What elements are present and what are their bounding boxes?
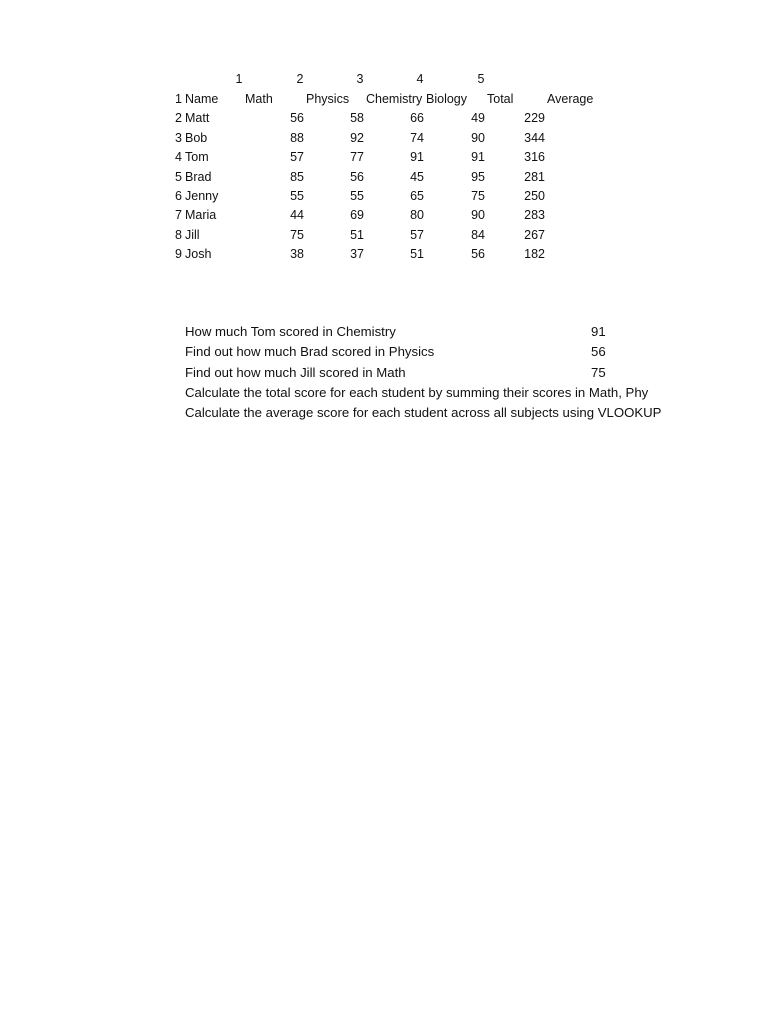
answer-value: 91 xyxy=(591,324,606,339)
question-text: Calculate the total score for each student by summing their scores in Math, Phy xyxy=(185,385,649,400)
student-name: Matt xyxy=(185,111,210,125)
biology-score: 90 xyxy=(471,131,485,145)
student-name: Brad xyxy=(185,170,212,184)
row-number: 5 xyxy=(175,170,182,184)
question-text: How much Tom scored in Chemistry xyxy=(185,324,396,339)
physics-score: 37 xyxy=(350,247,364,261)
physics-score: 51 xyxy=(350,228,364,242)
physics-score: 77 xyxy=(350,150,364,164)
chemistry-score: 51 xyxy=(410,247,424,261)
chemistry-score: 66 xyxy=(410,111,424,125)
biology-score: 56 xyxy=(471,247,485,261)
question-row-clipped xyxy=(185,384,668,404)
total-score: 281 xyxy=(524,170,545,184)
student-name: Tom xyxy=(185,150,209,164)
row-number: 7 xyxy=(175,208,182,222)
row-number: 4 xyxy=(175,150,182,164)
physics-score: 92 xyxy=(350,131,364,145)
column-number-3: 3 xyxy=(356,72,364,86)
math-score: 88 xyxy=(290,131,304,145)
question-row-clipped xyxy=(185,404,668,424)
column-number-5: 5 xyxy=(477,72,485,86)
total-score: 283 xyxy=(524,208,545,222)
math-score: 75 xyxy=(290,228,304,242)
column-number-4: 4 xyxy=(416,72,424,86)
row-number: 6 xyxy=(175,189,182,203)
student-name: Jill xyxy=(185,228,200,242)
total-score: 182 xyxy=(524,247,545,261)
biology-score: 75 xyxy=(471,189,485,203)
header-row-number: 1 xyxy=(175,92,182,106)
row-number: 9 xyxy=(175,247,182,261)
row-number: 8 xyxy=(175,228,182,242)
column-number-1: 1 xyxy=(235,72,243,86)
chemistry-score: 57 xyxy=(410,228,424,242)
physics-score: 56 xyxy=(350,170,364,184)
header-total: Total xyxy=(487,92,514,106)
math-score: 57 xyxy=(290,150,304,164)
student-name: Jenny xyxy=(185,189,219,203)
biology-score: 91 xyxy=(471,150,485,164)
math-score: 85 xyxy=(290,170,304,184)
question-text: Find out how much Jill scored in Math xyxy=(185,365,406,380)
total-score: 250 xyxy=(524,189,545,203)
biology-score: 90 xyxy=(471,208,485,222)
biology-score: 49 xyxy=(471,111,485,125)
total-score: 316 xyxy=(524,150,545,164)
student-name: Maria xyxy=(185,208,217,222)
chemistry-score: 45 xyxy=(410,170,424,184)
header-physics: Physics xyxy=(306,92,350,106)
physics-score: 69 xyxy=(350,208,364,222)
student-name: Bob xyxy=(185,131,208,145)
total-score: 344 xyxy=(524,131,545,145)
question-text: Find out how much Brad scored in Physics xyxy=(185,344,435,359)
column-number-2: 2 xyxy=(296,72,304,86)
physics-score: 55 xyxy=(350,189,364,203)
header-name: Name xyxy=(185,92,219,106)
answer-value: 56 xyxy=(591,344,606,359)
math-score: 44 xyxy=(290,208,304,222)
total-score: 229 xyxy=(524,111,545,125)
math-score: 38 xyxy=(290,247,304,261)
chemistry-score: 80 xyxy=(410,208,424,222)
total-score: 267 xyxy=(524,228,545,242)
chemistry-score: 65 xyxy=(410,189,424,203)
question-text: Calculate the average score for each student across all subjects using VLOOKUP xyxy=(185,405,662,420)
biology-score: 95 xyxy=(471,170,485,184)
row-number: 2 xyxy=(175,111,182,125)
answer-value: 75 xyxy=(591,365,606,380)
header-chemistry: Chemistry xyxy=(366,92,423,106)
row-number: 3 xyxy=(175,131,182,145)
header-biology: Biology xyxy=(426,92,467,106)
student-name: Josh xyxy=(185,247,212,261)
header-average: Average xyxy=(547,92,594,106)
physics-score: 58 xyxy=(350,111,364,125)
chemistry-score: 74 xyxy=(410,131,424,145)
math-score: 55 xyxy=(290,189,304,203)
header-math: Math xyxy=(245,92,273,106)
chemistry-score: 91 xyxy=(410,150,424,164)
biology-score: 84 xyxy=(471,228,485,242)
math-score: 56 xyxy=(290,111,304,125)
